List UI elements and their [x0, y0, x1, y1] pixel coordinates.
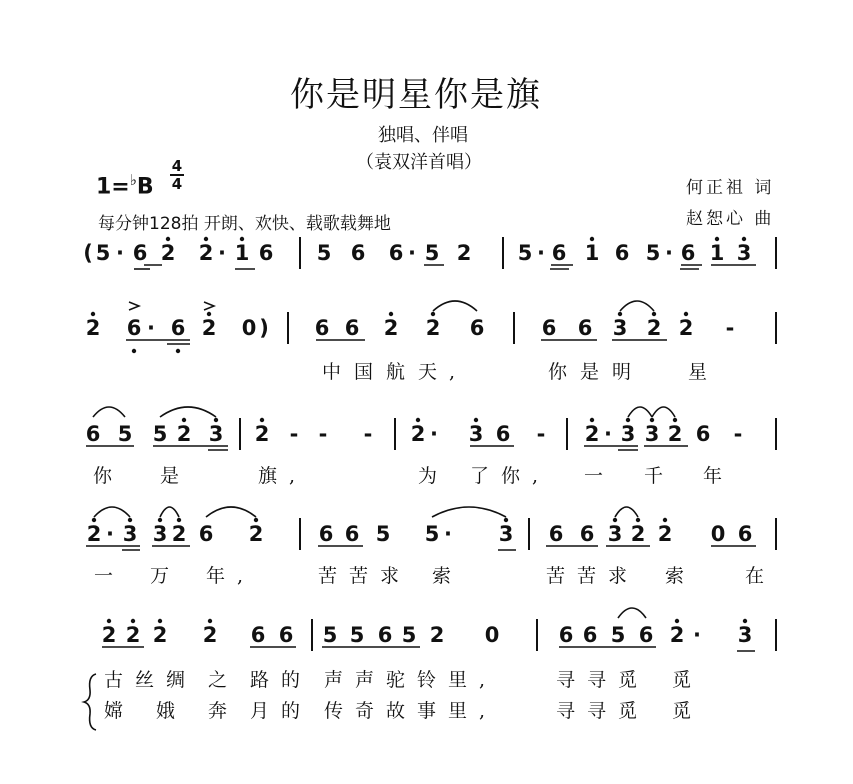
- note: 2: [425, 316, 441, 340]
- lyric-word: 万: [150, 565, 182, 587]
- note: 5: [424, 241, 440, 265]
- slur: [628, 407, 652, 417]
- high-octave-dot: [474, 418, 478, 422]
- note: 2: [176, 422, 192, 446]
- dash-extension: -: [318, 422, 328, 446]
- low-octave-dot: [176, 349, 180, 353]
- slur: [618, 608, 646, 618]
- note: 5: [117, 422, 133, 446]
- note: 1: [234, 241, 250, 265]
- dot-extension: ·: [147, 316, 155, 340]
- note: 6: [198, 522, 214, 546]
- slur: [93, 407, 125, 417]
- note: 6: [318, 522, 334, 546]
- note: 2: [86, 522, 102, 546]
- note: 2: [678, 316, 694, 340]
- slur: [433, 301, 477, 311]
- lyric-word: 星: [688, 361, 720, 383]
- lyric-word: 传奇故事里,: [324, 700, 498, 722]
- key-prefix: 1=: [96, 174, 130, 200]
- dash-extension: -: [363, 422, 373, 446]
- high-octave-dot: [204, 237, 208, 241]
- bracket: ): [259, 316, 269, 340]
- high-octave-dot: [743, 619, 747, 623]
- note: 6: [638, 623, 654, 647]
- note: 3: [498, 522, 514, 546]
- note: 6: [579, 522, 595, 546]
- note: 3: [736, 241, 752, 265]
- note: 2: [584, 422, 600, 446]
- slur: [432, 507, 506, 517]
- note: 5: [517, 241, 533, 265]
- note: 6: [614, 241, 630, 265]
- high-octave-dot: [166, 237, 170, 241]
- high-octave-dot: [613, 518, 617, 522]
- note: 5: [645, 241, 661, 265]
- note: 6: [541, 316, 557, 340]
- low-octave-dot: [132, 349, 136, 353]
- high-octave-dot: [91, 312, 95, 316]
- meter-bottom: 4: [171, 175, 183, 193]
- lyric-word: 你: [93, 465, 125, 487]
- lyric-word: 月的: [250, 700, 313, 722]
- lyric-word: 索: [432, 565, 464, 587]
- note: 5: [424, 522, 440, 546]
- lyric-word: 国: [354, 361, 386, 383]
- lyric-word: 苦苦求: [318, 565, 412, 587]
- note: 3: [468, 422, 484, 446]
- high-octave-dot: [128, 518, 132, 522]
- note: 2: [198, 241, 214, 265]
- note: 6: [85, 422, 101, 446]
- note: 2: [171, 522, 187, 546]
- dot-extension: ·: [106, 522, 114, 546]
- lyric-word: 娥: [156, 700, 188, 722]
- lyric-word: 一: [584, 465, 616, 487]
- note: 3: [122, 522, 138, 546]
- note: 6: [548, 522, 564, 546]
- note: 6: [344, 316, 360, 340]
- lyric-word: 千: [644, 465, 676, 487]
- note: 2: [160, 241, 176, 265]
- lyric-word: 苦苦求: [546, 565, 640, 587]
- note: 6: [132, 241, 148, 265]
- high-octave-dot: [590, 418, 594, 422]
- lyric-word: 是: [580, 361, 612, 383]
- note: 2: [254, 422, 270, 446]
- lyric-word: 之: [208, 669, 240, 691]
- high-octave-dot: [389, 312, 393, 316]
- note: 6: [377, 623, 393, 647]
- note: 6: [551, 241, 567, 265]
- note: 2: [101, 623, 117, 647]
- note: 2: [85, 316, 101, 340]
- note: 6: [680, 241, 696, 265]
- high-octave-dot: [742, 237, 746, 241]
- lyric-word: 在: [745, 565, 777, 587]
- high-octave-dot: [214, 418, 218, 422]
- note: 6: [577, 316, 593, 340]
- high-octave-dot: [177, 518, 181, 522]
- note: 2: [646, 316, 662, 340]
- note: 6: [126, 316, 142, 340]
- dot-extension: ·: [430, 422, 438, 446]
- note: 5: [152, 422, 168, 446]
- note: 2: [201, 316, 217, 340]
- high-octave-dot: [158, 619, 162, 623]
- lyric-word: 嫦: [104, 700, 136, 722]
- high-octave-dot: [208, 619, 212, 623]
- lyric-word: 觅: [672, 669, 704, 691]
- note: 6: [278, 623, 294, 647]
- note: 5: [349, 623, 365, 647]
- lyric-word: 古丝绸: [104, 669, 198, 691]
- lyric-word: 天,: [418, 361, 468, 383]
- note: 2: [456, 241, 472, 265]
- note: 5: [610, 623, 626, 647]
- premiere-note: （袁双洋首唱）: [356, 152, 482, 173]
- note: 5: [401, 623, 417, 647]
- slur: [160, 507, 179, 517]
- dot-extension: ·: [408, 241, 416, 265]
- high-octave-dot: [715, 237, 719, 241]
- lyric-word: 年: [703, 465, 735, 487]
- high-octave-dot: [590, 237, 594, 241]
- high-octave-dot: [254, 518, 258, 522]
- note: 3: [152, 522, 168, 546]
- lyric-word: 觅: [672, 700, 704, 722]
- key-note: B: [136, 174, 154, 200]
- flat-sign: ♭: [129, 171, 137, 189]
- lyric-word: 明: [612, 361, 644, 383]
- high-octave-dot: [673, 418, 677, 422]
- note: 6: [250, 623, 266, 647]
- slur: [620, 301, 654, 311]
- note: 2: [410, 422, 426, 446]
- lyricist-credit: 何正祖 词: [686, 178, 775, 198]
- note: 2: [657, 522, 673, 546]
- lyric-word: 是: [160, 465, 192, 487]
- lyric-word: 声声驼铃里,: [324, 669, 498, 691]
- dash-extension: -: [536, 422, 546, 446]
- note: 2: [202, 623, 218, 647]
- high-octave-dot: [207, 312, 211, 316]
- dash-extension: -: [289, 422, 299, 446]
- high-octave-dot: [182, 418, 186, 422]
- dot-extension: ·: [218, 241, 226, 265]
- lyric-word: 旗,: [258, 465, 308, 487]
- high-octave-dot: [240, 237, 244, 241]
- lyric-word: 年,: [206, 565, 256, 587]
- lyric-word: 寻寻觅: [556, 669, 650, 691]
- lyric-word: 路的: [250, 669, 313, 691]
- note: 6: [388, 241, 404, 265]
- note: 2: [125, 623, 141, 647]
- song-title: 你是明星你是旗: [290, 75, 542, 115]
- note: 5: [322, 623, 338, 647]
- bracket: (: [83, 241, 93, 265]
- note: 1: [709, 241, 725, 265]
- meter-top: 4: [171, 157, 183, 175]
- high-octave-dot: [260, 418, 264, 422]
- note: 2: [630, 522, 646, 546]
- high-octave-dot: [431, 312, 435, 316]
- note: 3: [644, 422, 660, 446]
- dot-extension: ·: [444, 522, 452, 546]
- lyric-word: 索: [665, 565, 697, 587]
- song-subtitle: 独唱、伴唱: [378, 125, 468, 146]
- composer-credit: 赵恕心 曲: [686, 209, 775, 229]
- note: 6: [469, 316, 485, 340]
- high-octave-dot: [675, 619, 679, 623]
- note: 6: [344, 522, 360, 546]
- lyric-word: 中: [322, 361, 354, 383]
- note: 0: [710, 522, 726, 546]
- note: 2: [429, 623, 445, 647]
- note: 2: [152, 623, 168, 647]
- slur: [94, 507, 130, 517]
- note: 6: [695, 422, 711, 446]
- slur: [160, 407, 216, 417]
- note: 1: [584, 241, 600, 265]
- high-octave-dot: [416, 418, 420, 422]
- lyric-word: 了你,: [470, 465, 551, 487]
- lyric-word: 为: [418, 465, 450, 487]
- note: 2: [669, 623, 685, 647]
- slur: [615, 507, 638, 517]
- accent-mark: [129, 302, 139, 310]
- lyric-word: 你: [548, 361, 580, 383]
- note: 6: [495, 422, 511, 446]
- high-octave-dot: [107, 619, 111, 623]
- dash-extension: -: [733, 422, 743, 446]
- high-octave-dot: [158, 518, 162, 522]
- high-octave-dot: [504, 518, 508, 522]
- slur: [206, 507, 256, 517]
- note: 6: [170, 316, 186, 340]
- slur: [652, 407, 675, 417]
- note: 2: [383, 316, 399, 340]
- high-octave-dot: [684, 312, 688, 316]
- note: 5: [316, 241, 332, 265]
- note: 6: [558, 623, 574, 647]
- note: 3: [208, 422, 224, 446]
- accent-mark: [204, 302, 214, 310]
- dash-extension: -: [725, 316, 735, 340]
- dot-extension: ·: [604, 422, 612, 446]
- note: 3: [737, 623, 753, 647]
- note: 0: [241, 316, 257, 340]
- note: 5: [95, 241, 111, 265]
- high-octave-dot: [626, 418, 630, 422]
- note: 6: [737, 522, 753, 546]
- high-octave-dot: [92, 518, 96, 522]
- note: 2: [667, 422, 683, 446]
- dot-extension: ·: [116, 241, 124, 265]
- dot-extension: ·: [665, 241, 673, 265]
- lyric-word: 奔: [208, 700, 240, 722]
- note: 6: [350, 241, 366, 265]
- dot-extension: ·: [693, 623, 701, 647]
- tempo-marking: 每分钟128拍 开朗、欢快、载歌载舞地: [98, 214, 391, 234]
- high-octave-dot: [652, 312, 656, 316]
- high-octave-dot: [636, 518, 640, 522]
- note: 3: [620, 422, 636, 446]
- lyric-word: 一: [94, 565, 126, 587]
- dot-extension: ·: [537, 241, 545, 265]
- note: 6: [314, 316, 330, 340]
- verse-brace: [84, 674, 96, 730]
- lyric-word: 寻寻觅: [556, 700, 650, 722]
- note: 3: [612, 316, 628, 340]
- note: 3: [607, 522, 623, 546]
- note: 2: [248, 522, 264, 546]
- note: 0: [484, 623, 500, 647]
- high-octave-dot: [618, 312, 622, 316]
- note: 6: [258, 241, 274, 265]
- high-octave-dot: [663, 518, 667, 522]
- high-octave-dot: [650, 418, 654, 422]
- note: 5: [375, 522, 391, 546]
- note: 6: [582, 623, 598, 647]
- lyric-word: 航: [386, 361, 418, 383]
- high-octave-dot: [131, 619, 135, 623]
